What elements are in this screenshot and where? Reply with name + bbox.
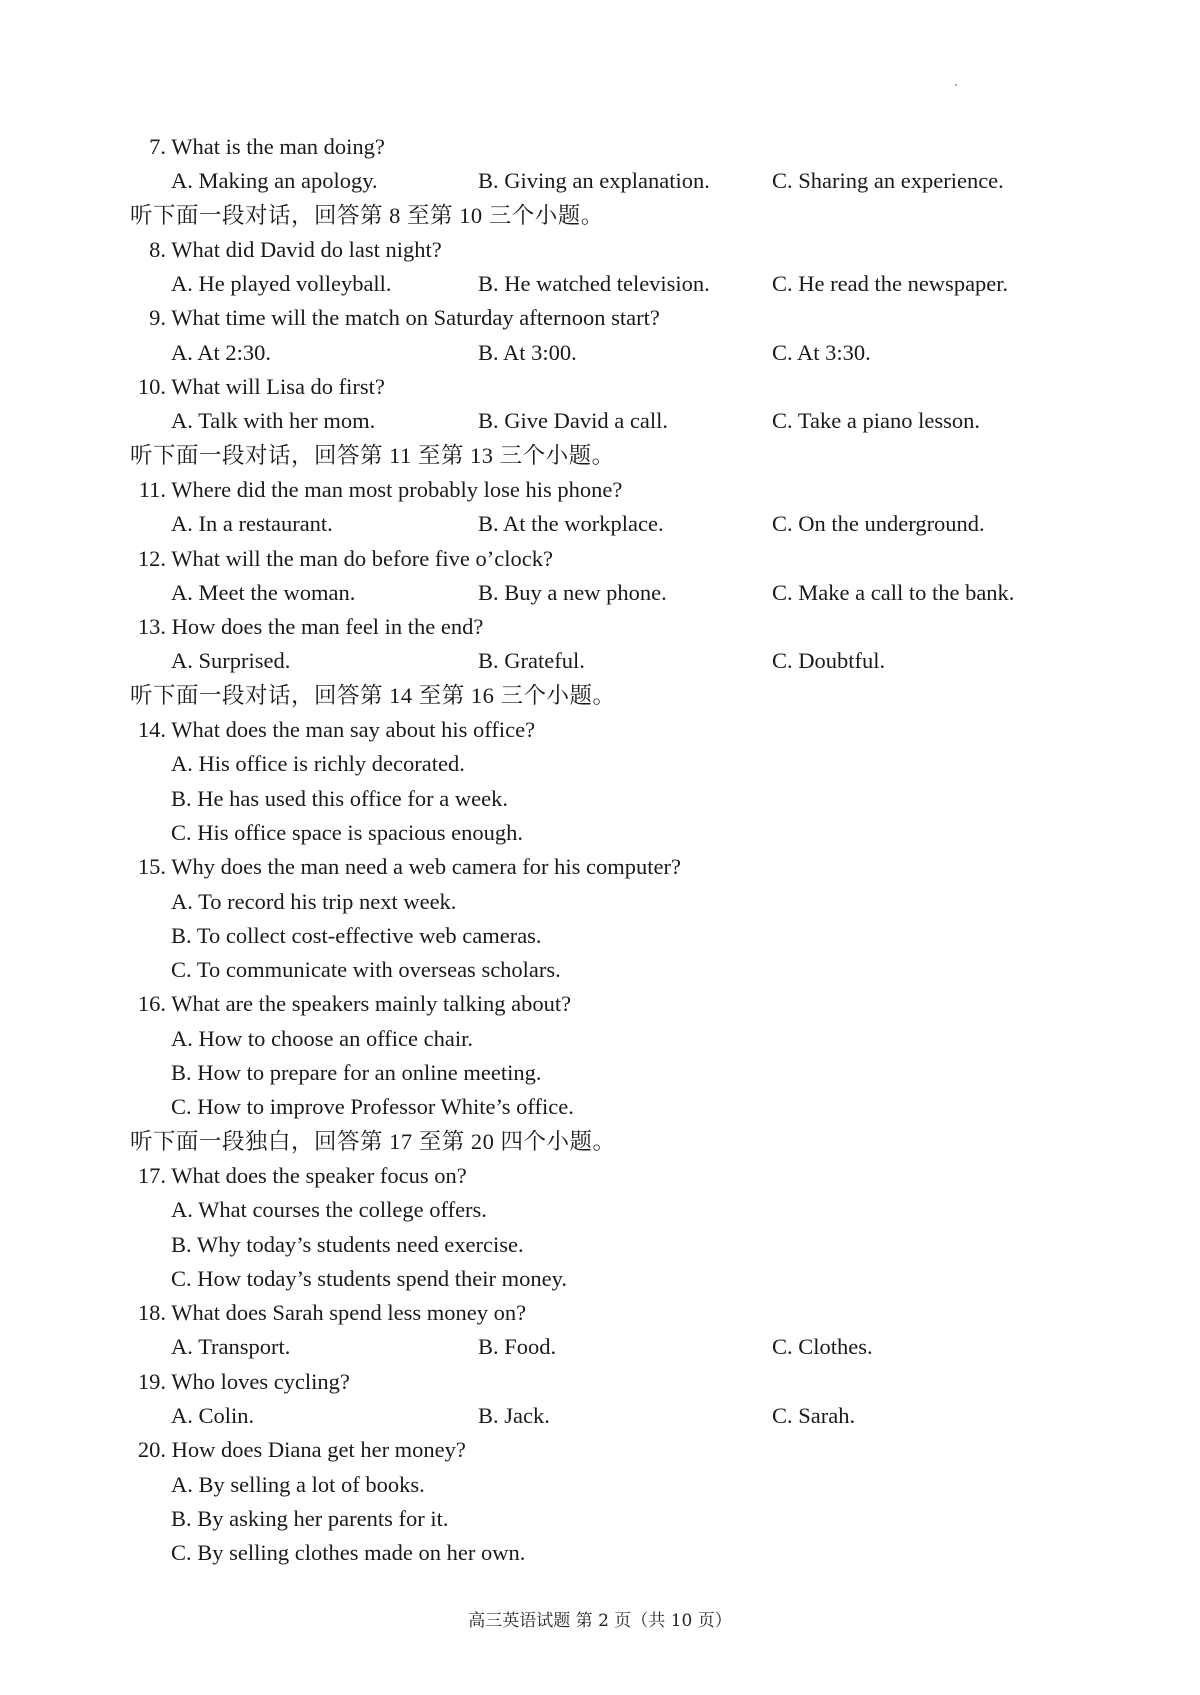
section-instruction: 听下面一段独白，回答第 17 至第 20 四个小题。 — [130, 1128, 616, 1154]
option-b: B. At 3:00. — [478, 339, 577, 365]
question-text: What will Lisa do first? — [171, 374, 385, 400]
question-stem — [130, 1296, 1090, 1330]
option-c: C. On the underground. — [772, 511, 985, 537]
question-stem — [130, 370, 1090, 404]
question-number: 15. — [137, 854, 166, 880]
page-footer: 高三英语试题 第 2 页（共 10 页） — [468, 1611, 732, 1631]
question-number: 11. — [138, 476, 166, 502]
question-text: Why does the man need a web camera for his computer? — [171, 854, 682, 880]
option-line: A. His office is richly decorated. — [171, 751, 465, 777]
question-number: 8. — [149, 236, 166, 262]
option-row — [130, 644, 1090, 678]
option-a: A. Colin. — [171, 1402, 255, 1428]
option-a: A. Making an apology. — [171, 168, 378, 194]
question-stem — [130, 301, 1090, 335]
section-instruction: 听下面一段对话，回答第 8 至第 10 三个小题。 — [130, 202, 604, 228]
question-number: 7. — [149, 134, 166, 159]
option-line: A. By selling a lot of books. — [171, 1471, 425, 1497]
option-b: B. Food. — [478, 1334, 557, 1360]
question-text: What does the speaker focus on? — [171, 1162, 467, 1188]
question-stem — [130, 1433, 1090, 1467]
option-line: C. How to improve Professor White’s office. — [171, 1094, 574, 1120]
question-number: 12. — [137, 545, 166, 571]
question-stem — [130, 1159, 1090, 1193]
question-number: 19. — [137, 1368, 166, 1394]
option-b: B. At the workplace. — [478, 511, 664, 537]
question-text: What will the man do before five o’clock? — [171, 545, 553, 571]
question-text: Where did the man most probably lose his phone? — [171, 476, 623, 502]
option-line: C. His office space is spacious enough. — [171, 819, 524, 845]
question-stem — [130, 542, 1090, 576]
option-c: C. At 3:30. — [772, 339, 871, 365]
section-instruction: 听下面一段对话，回答第 11 至第 13 三个小题。 — [130, 442, 615, 468]
question-number: 18. — [137, 1300, 166, 1326]
option-c: C. Sarah. — [772, 1402, 856, 1428]
option-line: B. How to prepare for an online meeting. — [171, 1060, 542, 1086]
question-text: How does the man feel in the end? — [171, 614, 484, 640]
question-stem — [130, 1365, 1090, 1399]
option-b: B. Grateful. — [478, 648, 585, 674]
option-row — [130, 576, 1090, 610]
question-stem — [130, 233, 1090, 267]
option-b: B. Buy a new phone. — [478, 579, 667, 605]
question-stem — [130, 473, 1090, 507]
question-number: 10. — [137, 374, 166, 400]
option-row — [130, 507, 1090, 541]
option-row — [130, 404, 1090, 438]
option-c: C. Take a piano lesson. — [772, 408, 980, 434]
question-number: 13. — [137, 614, 166, 640]
option-b: B. He watched television. — [478, 271, 710, 297]
option-c: C. Doubtful. — [772, 648, 886, 674]
question-stem — [130, 130, 1090, 164]
question-number: 9. — [149, 305, 166, 331]
question-text: What time will the match on Saturday afternoon start? — [171, 305, 660, 331]
option-c: C. Clothes. — [772, 1334, 873, 1360]
option-line: C. By selling clothes made on her own. — [171, 1540, 526, 1566]
option-a: A. At 2:30. — [171, 339, 272, 365]
option-line: A. How to choose an office chair. — [171, 1025, 473, 1051]
option-row — [130, 336, 1090, 370]
question-text: What are the speakers mainly talking about? — [171, 991, 572, 1017]
option-a: A. Talk with her mom. — [171, 408, 376, 434]
option-row — [130, 267, 1090, 301]
question-list — [130, 130, 1090, 1570]
option-b: B. Giving an explanation. — [478, 168, 710, 194]
question-number: 17. — [137, 1162, 166, 1188]
question-stem — [130, 713, 1090, 747]
question-number: 16. — [137, 991, 166, 1017]
option-row — [130, 1399, 1090, 1433]
question-stem — [130, 987, 1090, 1021]
question-text: Who loves cycling? — [171, 1368, 350, 1394]
question-text: What does the man say about his office? — [171, 717, 536, 743]
option-line: B. He has used this office for a week. — [171, 785, 508, 811]
option-a: A. Transport. — [171, 1334, 291, 1360]
question-number: 14. — [137, 717, 166, 743]
option-line: C. How today’s students spend their money. — [171, 1265, 568, 1291]
question-stem — [130, 850, 1090, 884]
option-a: A. Surprised. — [171, 648, 291, 674]
option-a: A. He played volleyball. — [171, 271, 392, 297]
question-text: What did David do last night? — [171, 236, 442, 262]
option-c: C. Make a call to the bank. — [772, 579, 1015, 605]
option-line: A. What courses the college offers. — [171, 1197, 487, 1223]
scan-speck — [955, 84, 957, 86]
option-line: B. By asking her parents for it. — [171, 1505, 449, 1531]
option-row — [130, 1330, 1090, 1364]
option-b: B. Jack. — [478, 1402, 550, 1428]
option-row — [130, 164, 1090, 198]
option-a: A. Meet the woman. — [171, 579, 356, 605]
question-text: What does Sarah spend less money on? — [171, 1300, 527, 1326]
option-line: A. To record his trip next week. — [171, 888, 457, 914]
question-text: What is the man doing? — [171, 134, 385, 159]
question-stem — [130, 610, 1090, 644]
question-text: How does Diana get her money? — [171, 1437, 466, 1463]
option-a: A. In a restaurant. — [171, 511, 333, 537]
option-c: C. He read the newspaper. — [772, 271, 1009, 297]
option-c: C. Sharing an experience. — [772, 168, 1004, 194]
option-line: B. To collect cost-effective web cameras. — [171, 922, 542, 948]
option-b: B. Give David a call. — [478, 408, 668, 434]
option-line: C. To communicate with overseas scholars. — [171, 957, 561, 983]
option-line: B. Why today’s students need exercise. — [171, 1231, 524, 1257]
section-instruction: 听下面一段对话，回答第 14 至第 16 三个小题。 — [130, 682, 616, 708]
question-number: 20. — [137, 1437, 166, 1463]
